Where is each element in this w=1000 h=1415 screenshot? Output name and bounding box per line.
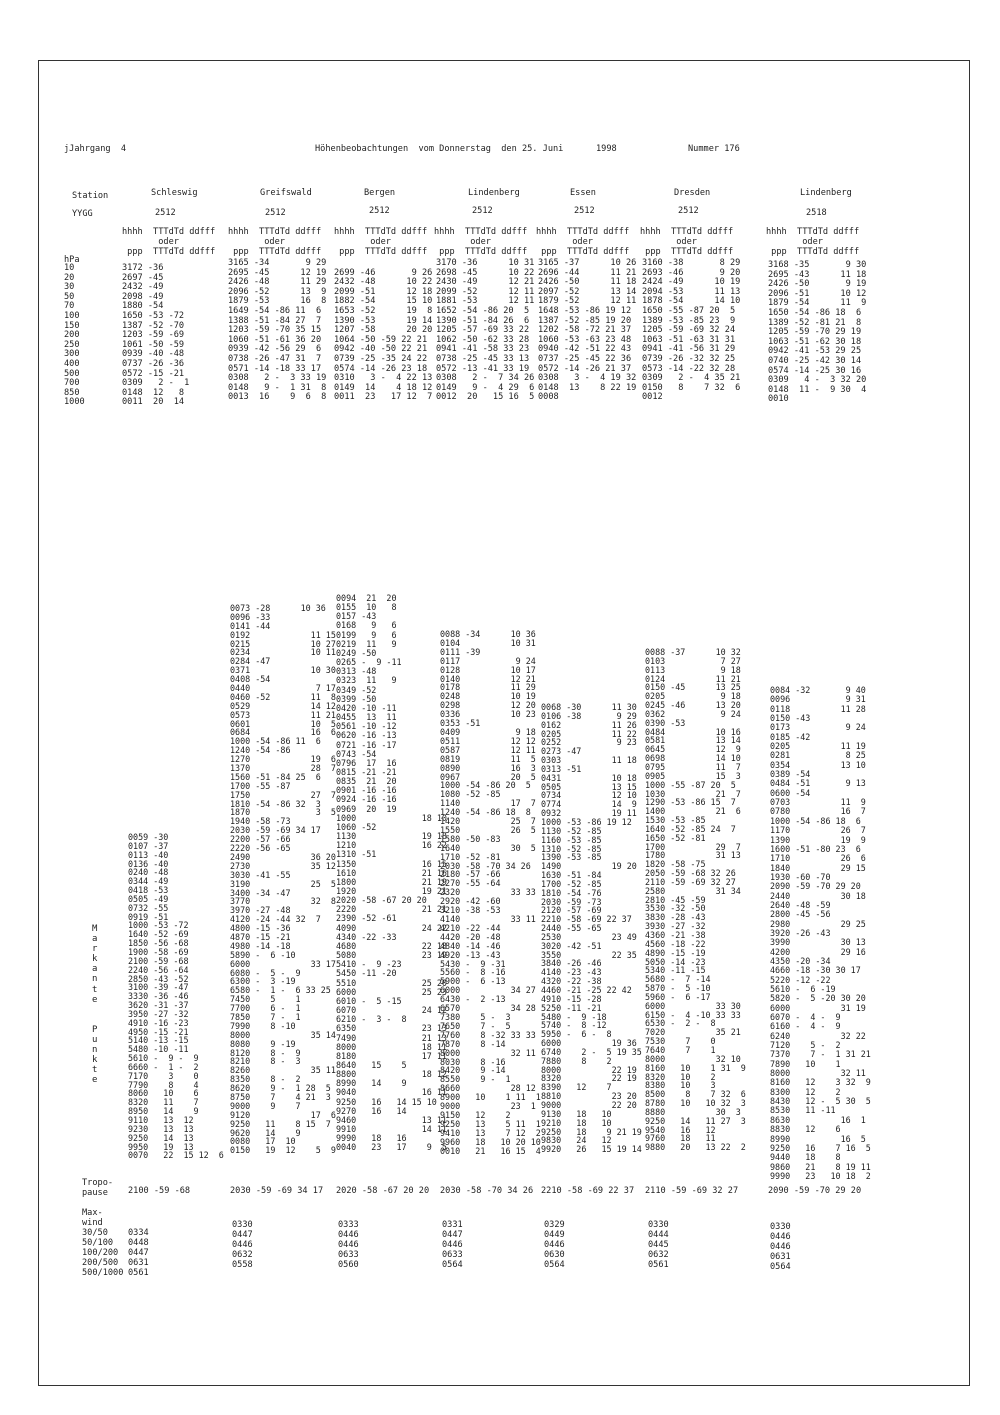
col-header-1: hhhh TTTdTd ddfff oder ppp TTTdTd ddfff xyxy=(122,227,216,257)
yygg-label: YYGG xyxy=(72,209,93,219)
jahrgang-label: jJahrgang 4 xyxy=(64,144,127,154)
std-block-schleswig: 3172 -36 2697 -45 2432 -49 2098 -49 1880 -54 1650 -53 -72 1387 -52 -70 1203 -59 -69 1061 -50 -59 0939 -40 -48 0737 -26 -36 0572 -15 -21 0309 2 - 1 0148 12 8 0011 20 14 xyxy=(122,263,190,408)
std-block-dresden: 3160 -38 8 29 2693 -46 9 20 2424 -49 10 19 2094 -53 11 13 1878 -54 14 10 1650 -55 -87 20 5 1389 -53 -85 23 9 1205 -59 -69 32 24 1063 -51 -63 31 31 0941 -41 -56 31 29 0739 -26 -32 32 25 0573 -14 -22 32 28 0309 2 - 4 35 21 0150 8 7 32 6 0012 xyxy=(642,258,741,403)
station-name-3: Bergen xyxy=(364,188,396,198)
tropo-lindenberg: 2030 -58 -70 34 26 xyxy=(440,1186,534,1196)
col-header-3: hhhh TTTdTd ddfff oder ppp TTTdTd ddfff xyxy=(334,227,428,257)
tropopause-label: Tropo- pause xyxy=(82,1178,114,1198)
tropo-greifswald: 2030 -59 -69 34 17 xyxy=(230,1186,324,1196)
station-name-2: Greifswald xyxy=(260,188,312,198)
maxwind-lindenberg: 0331 0447 0446 0633 0564 xyxy=(442,1220,463,1270)
nummer-label: Nummer 176 xyxy=(688,144,740,154)
std-block-lindenberg: 3170 -36 10 31 2698 -45 10 22 2430 -49 12 21 2099 -52 12 11 1881 -53 12 11 1652 -54 -86 20 5 1390 -51 -84 26 6 1205 -57 -69 33 22 1062 -50 -62 33 28 0941 -41 -58 33 23 0738 -25 -45 33 13 0572 -13 -41 33 19 0308 2 - 7 34 26 0149 9 - 4 29 6 0012 20 15 16 5 xyxy=(436,258,535,403)
mp-block-greifswald: 0073 -28 10 36 0096 -33 0141 -44 0192 11 15 0215 10 27 0234 10 11 0284 -47 0371 10 30 0408 -54 0440 7 17 0460 -52 11 8 0529 14 12 0573 11 21 0601 10 5 0684 16 6 1000 -54 -86 11 6 1240 -54 -86 1270 19 6 1370 28 7 1560 -51 -84 25 6 1700 -55 -87 1750 27 7 1810 -54 -86 32 3 1870 3 5 1940 -58 -73 2030 -59 -69 34 17 2200 -57 -66 2220 -56 -65 2490 36 20 2730 35 12 3030 -41 -55 3190 25 5 3400 -34 -47 3770 32 8 3970 -27 -48 4120 -24 -44 32 7 4800 -15 -36 4870 -15 -21 4980 -14 -18 5890 - 6 -10 6000 33 17 6080 - 5 - 9 6300 - 3 -19 6580 - 1 - 6 33 25 7450 5 1 7700 6 - 1 7850 7 - 1 7990 8 -10 8000 35 14 8080 9 -19 8120 8 - 9 8210 8 - 3 8260 35 11 8350 8 - 2 8620 9 - 1 28 5 8750 7 4 21 3 9000 9 7 9120 17 6 9250 11 8 15 7 9620 14 9 0080 17 10 0150 19 12 5 9 xyxy=(230,603,336,1156)
station-id-6: 2512 xyxy=(678,206,699,216)
maxwind-dresden: 0330 0444 0445 0632 0561 xyxy=(648,1220,669,1270)
year-label: 1998 xyxy=(596,144,617,154)
station-label: Station xyxy=(72,191,109,201)
maxwind-greifswald: 0330 0447 0446 0632 0558 xyxy=(232,1220,253,1270)
maxwind-levels: 30/50 50/100 100/200 200/500 500/1000 xyxy=(82,1228,124,1278)
mp-block-essen: 0068 -30 11 30 0106 -38 9 29 0162 11 26 0205 11 22 0252 9 23 0273 -47 0303 11 18 0313 -51 0431 10 18 0505 13 15 0734 12 10 0774 14 9 0932 19 11 1000 -53 -86 19 12 1130 -52 -85 1160 -53 -85 1310 -52 -85 1390 -53 -85 1490 19 20 1630 -51 -84 1700 -52 -85 1810 -54 -76 2030 -59 -73 2120 -57 -69 2210 -58 -69 22 37 2440 -55 -65 2530 23 49 3020 -42 -51 3550 22 35 3840 -26 -46 4140 -23 -43 4320 -22 -38 4460 -21 -25 22 42 4910 -15 -28 5250 -11 -21 5480 - 9 -18 5740 - 8 -12 5950 - 6 - 8 6000 19 36 6740 2 - 5 19 35 7880 8 2 8000 22 19 8320 22 19 8390 12 7 8810 23 20 9000 22 20 9130 18 10 9210 18 10 9250 18 9 21 19 9830 24 12 9920 26 15 19 14 xyxy=(541,702,642,1155)
maxwind-essen: 0329 0449 0446 0630 0564 xyxy=(544,1220,565,1270)
station-id-5: 2512 xyxy=(574,206,595,216)
mp-block-bergen: 0094 21 20 0155 10 8 0157 -43 0168 9 6 0199 9 6 0219 11 9 0249 -50 0265 - 9 -11 0313 -48 0323 11 9 0349 -52 0399 -50 0420 -10 -11 0455 13 11 0561 -10 -12 0620 -16 -13 0721 -16 -17 0743 -54 0796 17 16 0815 -21 -21 0835 21 20 0901 -16 -16 0924 -16 -16 0969 20 19 1000 18 10 1060 -52 1130 19 18 1210 16 22 1310 -51 1350 16 15 1610 21 16 1800 21 19 1920 19 21 2020 -58 -67 20 20 2220 21 21 2390 -52 -61 4090 24 22 4340 -22 -33 4680 22 18 5080 23 19 5410 - 9 -23 5450 -11 -20 5510 25 20 6000 25 23 6010 - 5 -15 6070 24 12 6210 - 3 - 8 6350 23 13 7490 21 13 8000 18 11 8180 17 11 8640 15 5 8800 18 12 8990 14 9 9040 16 11 9250 16 14 15 10 9270 16 14 9460 13 11 9910 14 11 9990 18 16 0040 23 17 9 5 xyxy=(336,593,447,1153)
mp-block-schleswig: 0059 -30 0107 -37 0113 -40 0136 -40 0240 -48 0344 -49 0418 -53 0505 -49 0732 -55 0919 -51 1000 -53 -72 1640 -52 -69 1850 -56 -68 1900 -58 -69 2100 -59 -68 2240 -56 -64 2850 -43 -52 3100 -39 -47 3330 -36 -46 3620 -31 -37 3950 -27 -32 4910 -16 -23 4950 -15 -21 5140 -13 -15 5480 -10 -11 5610 - 9 - 9 6660 - 1 - 2 7170 3 0 7790 8 4 8060 10 6 8320 11 7 8950 14 9 9110 13 12 9230 13 13 9250 14 13 9950 19 13 0070 22 15 12 6 xyxy=(128,832,224,1161)
station-name-1: Schleswig xyxy=(151,188,198,198)
station-name-4: Lindenberg xyxy=(468,188,520,198)
page-title: Höhenbeobachtungen vom Donnerstag den 25. Juni xyxy=(315,144,564,154)
station-name-6: Dresden xyxy=(674,188,711,198)
col-header-5: hhhh TTTdTd ddfff oder ppp TTTdTd ddfff xyxy=(536,227,630,257)
markante-punkte-label: M a r k a n t e P u n k t e xyxy=(92,924,98,1086)
station-id-2: 2512 xyxy=(265,208,286,218)
station-id-7: 2518 xyxy=(806,208,827,218)
col-header-7: hhhh TTTdTd ddfff oder ppp TTTdTd ddfff xyxy=(766,227,860,257)
mp-block-lindenberg-2518: 0084 -32 9 40 0096 9 31 0118 11 28 0150 -43 0173 9 24 0185 -42 0205 11 19 0281 8 25 0354 13 10 0389 -54 0484 -51 9 13 0600 -54 0703 11 9 0780 16 7 1000 -54 -86 18 6 1170 26 7 1390 19 9 1600 -51 -80 23 6 1710 26 6 1840 29 15 1930 -60 -70 2090 -59 -70 29 20 2440 30 18 2640 -48 -59 2800 -45 -56 2980 29 25 3920 -26 -43 3990 30 13 4200 29 16 4350 -20 -34 4660 -18 -30 30 17 5220 -12 -22 5610 - 6 -19 5820 - 5 -20 30 20 6000 31 19 6070 - 4 - 9 6160 - 4 - 9 6240 32 22 7120 5 - 2 7370 7 - 1 31 21 7890 10 1 8000 32 11 8160 12 3 32 9 8300 12 2 8430 12 - 5 30 5 8530 11 -11 8630 16 1 8830 12 6 8990 16 5 9250 16 7 16 5 9440 18 8 9860 21 8 19 11 9990 23 10 18 2 xyxy=(770,685,871,1181)
hpa-levels: 10 20 30 50 70 100 150 200 250 300 400 500 700 850 1000 xyxy=(64,263,85,408)
station-name-5: Essen xyxy=(570,188,596,198)
station-id-3: 2512 xyxy=(369,206,390,216)
col-header-2: hhhh TTTdTd ddfff oder ppp TTTdTd ddfff xyxy=(228,227,322,257)
tropo-dresden: 2110 -59 -69 32 27 xyxy=(645,1186,739,1196)
station-name-7: Lindenberg xyxy=(800,188,852,198)
station-id-4: 2512 xyxy=(472,206,493,216)
tropo-lindenberg-2518: 2090 -59 -70 29 20 xyxy=(768,1186,862,1196)
maxwind-lindenberg-2518: 0330 0446 0446 0631 0564 xyxy=(770,1222,791,1272)
std-block-bergen: 2699 -46 9 26 2432 -48 10 22 2099 -51 12 18 1882 -54 15 10 1653 -52 19 8 1390 -53 19 14 1207 -58 20 20 1064 -50 -59 22 21 0942 -40 -50 22 21 0739 -25 -35 24 22 0574 -14 -26 23 18 0310 3 - 4 22 13 0149 14 4 18 12 0011 23 17 12 7 xyxy=(334,267,433,403)
tropo-essen: 2210 -58 -69 22 37 xyxy=(541,1186,635,1196)
col-header-4: hhhh TTTdTd ddfff oder ppp TTTdTd ddfff xyxy=(434,227,528,257)
tropo-bergen: 2020 -58 -67 20 20 xyxy=(336,1186,430,1196)
mp-block-dresden: 0088 -37 10 32 0103 7 27 0113 9 18 0124 11 21 0150 -45 13 25 0205 9 18 0245 -46 13 20 0362 9 24 0390 -53 0484 10 16 0581 13 14 0645 12 9 0698 14 10 0795 11 7 0905 15 3 1000 -55 -87 20 5 1030 21 7 1290 -53 -86 15 7 1400 21 6 1530 -53 -85 1640 -52 -85 24 7 1650 -52 -81 1700 29 7 1780 31 13 1820 -58 -75 2050 -59 -68 32 26 2110 -59 -69 32 27 2580 31 34 2810 -45 -59 3530 -32 -50 3830 -28 -43 3930 -27 -32 4360 -21 -38 4560 -18 -22 4890 -15 -19 5050 -14 -23 5340 -11 -15 5680 - 7 -14 5870 - 5 -10 5960 - 6 -17 6000 33 30 6150 - 4 -10 33 33 6530 - 2 - 8 7020 35 21 7530 7 0 7640 7 1 8000 32 10 8160 10 1 31 9 8320 10 2 8380 10 3 8500 8 7 32 6 8780 10 10 32 3 8880 30 3 9250 14 11 27 3 9540 16 12 9760 18 11 9880 20 13 22 2 xyxy=(645,647,746,1153)
station-id-1: 2512 xyxy=(155,208,176,218)
std-block-lindenberg-2518: 3168 -35 9 30 2695 -43 11 18 2426 -50 9 19 2096 -51 10 12 1879 -54 11 9 1650 -54 -86 18 6 1389 -52 -81 21 8 1205 -59 -70 29 19 1063 -51 -62 30 18 0942 -41 -53 29 25 0740 -25 -42 30 14 0574 -14 -25 30 16 0309 4 - 3 32 20 0148 11 - 9 30 4 0010 xyxy=(768,260,867,405)
std-block-essen: 3165 -37 10 26 2696 -44 11 21 2426 -50 11 18 2097 -52 13 14 1879 -52 12 11 1648 -53 -86 19 12 1387 -52 -85 19 20 1202 -58 -72 21 37 1060 -53 -63 23 48 0940 -42 -51 22 43 0737 -25 -45 22 36 0572 -14 -26 21 37 0308 3 - 4 19 32 0148 13 8 22 19 0008 xyxy=(538,258,637,403)
tropo-schleswig: 2100 -59 -68 xyxy=(128,1186,191,1196)
std-block-greifswald: 3165 -34 9 29 2695 -45 12 19 2426 -48 11 29 2096 -52 13 9 1879 -53 16 8 1649 -54 -86 11 6 1388 -51 -84 27 7 1203 -59 -70 35 15 1060 -51 -61 36 20 0939 -42 -56 29 6 0738 -26 -47 31 7 0571 -14 -18 33 17 0308 2 - 3 33 19 0148 9 - 1 31 8 0013 16 9 6 8 xyxy=(228,258,327,403)
hpa-label: hPa xyxy=(64,255,80,265)
maxwind-schleswig: 0334 0448 0447 0631 0561 xyxy=(128,1228,149,1278)
col-header-6: hhhh TTTdTd ddfff oder ppp TTTdTd ddfff xyxy=(640,227,734,257)
mp-block-lindenberg: 0088 -34 10 36 0104 10 31 0111 -39 0117 9 24 0128 10 17 0140 12 21 0178 11 29 0248 10 19 0298 12 20 0336 10 23 0353 -51 0409 9 18 0511 12 12 0587 12 11 0819 11 5 0890 16 3 0967 20 5 1000 -54 -86 20 5 1080 -52 -85 1140 17 7 1240 -54 -86 18 8 1420 25 7 1550 26 5 1580 -50 -83 1640 30 5 1710 -52 -81 2030 -58 -70 34 26 2180 -57 -66 2270 -55 -64 2320 33 33 2920 -42 -60 3210 -38 -53 4140 33 11 4210 -22 -44 4420 -20 -48 4840 -14 -46 4920 -13 -43 5430 - 9 -31 5560 - 8 -16 5900 - 6 -13 6000 34 27 6430 - 2 -13 6570 34 28 7380 5 - 3 7650 7 - 5 7760 8 -32 33 33 7870 8 -14 8000 32 11 8030 8 -16 8420 9 -14 8550 9 - 1 8660 28 12 8900 10 1 11 1 9000 23 1 9150 12 2 9250 13 5 11 1 9410 13 7 12 2 9960 18 10 20 10 0010 21 16 15 4 xyxy=(440,629,541,1156)
maxwind-bergen: 0333 0446 0446 0633 0560 xyxy=(338,1220,359,1270)
maxwind-label: Max- wind xyxy=(82,1208,103,1228)
